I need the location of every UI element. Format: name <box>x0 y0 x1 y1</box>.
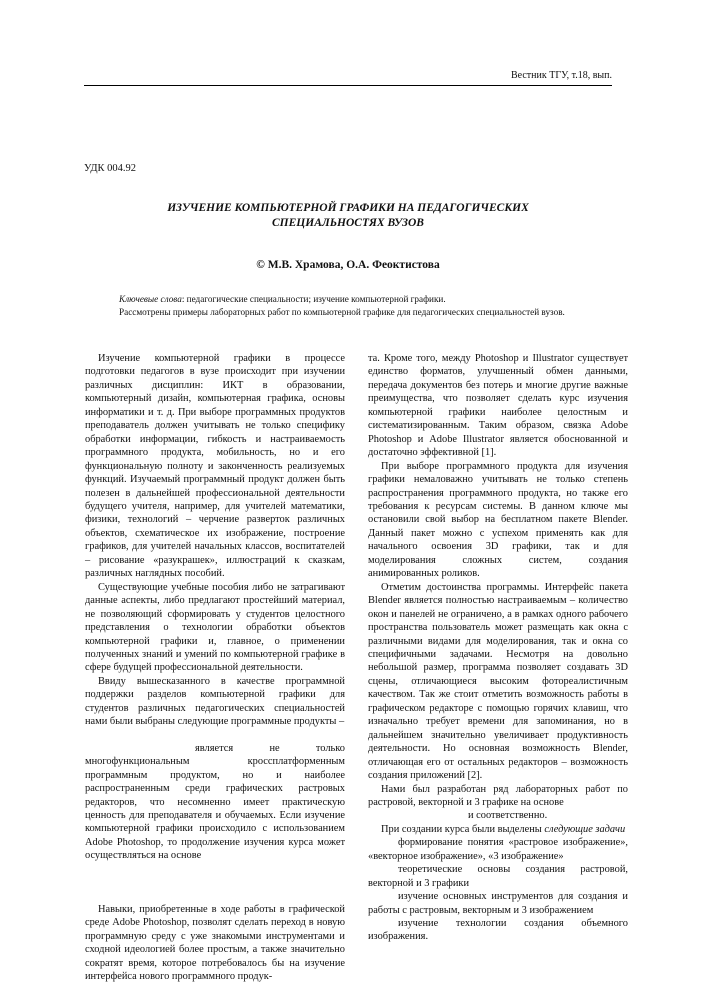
paragraph: является не только многофункциональным кроссплатформенным программным продуктом, но и наиболее распространенным среди графических растровых редакторов, что несомненно имеет практическую ценность для преподавателя и обучаемых. Если изучение компьютерной графики происходило с использованием Adobe Photoshop, то продолжение изучения курса может осуществляться на основе <box>85 742 345 862</box>
abstract-block <box>119 293 591 318</box>
paragraph: Существующие учебные пособия либо не затрагивают данные аспекты, либо предлагают простейший материал, не позволяющий сформировать у студентов целостного представления о технологии обработки объектов компьютерной графики и, главное, о применении полученных знаний и умений по компьютерной графике в сфере будущей профессиональной деятельности. <box>85 581 345 674</box>
paragraph: и соответственно. <box>468 810 548 822</box>
paragraph: Нами был разработан ряд лабораторных работ по растровой, векторной и 3 графике на основе <box>368 783 628 808</box>
paragraph: При выборе программного продукта для изучения графики немаловажно учитывать не только степень распространения программного продукта, но также его требования к ресурсам системы. В данном ключе мы остановили свой выбор на бесплатном пакете Blender. Данный пакет можно с успехом применять как для начального освоения 3D графики, так и для моделирования сложных систем, создания анимированных роликов. <box>368 460 628 580</box>
udc-code: УДК 004.92 <box>84 163 137 174</box>
task-item: теоретические основы создания растровой, векторной и 3 графики <box>368 864 628 889</box>
keywords-label: Ключевые слова <box>119 294 182 304</box>
header-rule <box>84 85 612 86</box>
task-item: изучение основных инструментов для создания и работы с растровым, векторным и 3 изображением <box>368 891 628 916</box>
right-column <box>368 352 628 944</box>
task-item: изучение технологии создания объемного изображения. <box>368 918 628 943</box>
article-title-line-1: ИЗУЧЕНИЕ КОМПЬЮТЕРНОЙ ГРАФИКИ НА ПЕДАГОГИЧЕСКИХ <box>167 202 529 214</box>
paragraph: Ввиду вышесказанного в качестве программной поддержки разделов компьютерной графики для студентов различных педагогических специальностей нами были выбраны следующие программные продукты – <box>85 675 345 728</box>
abstract-text: Рассмотрены примеры лабораторных работ по компьютерной графике для педагогических специальностей вузов. <box>119 306 565 317</box>
keywords-line <box>119 293 591 306</box>
keywords-text: : педагогические специальности; изучение компьютерной графики. <box>181 294 446 304</box>
tasks-intro <box>368 823 628 836</box>
tasks-emphasis: следующие задачи <box>544 823 626 835</box>
tasks-intro-text: При создании курса были выделены <box>381 823 542 835</box>
article-title-line-2: СПЕЦИАЛЬНОСТЯХ ВУЗОВ <box>272 217 424 229</box>
task-item: формирование понятия «растровое изображение», «векторное изображение», «3 изображение» <box>368 837 628 862</box>
paragraph: Навыки, приобретенные в ходе работы в графической среде Adobe Photoshop, позволят сделать переход в новую программную среду с уже знакомыми инструментами и сходной идеологией более простым, а также значительно сократят время, которое потребовалось бы на изучение интерфейса нового программного продук- <box>85 903 345 983</box>
paragraph: та. Кроме того, между Photoshop и Illustrator существует единство форматов, улучшенный обмен данными, передача документов без потерь и многие другие важные преимущества, что позволяет сделать курс изучения компьютерной графики наиболее целостным и систематизированным. Таким образом, связка Adobe Photoshop и Adobe Illustrator является обоснованной и достаточно эффективной [1]. <box>368 353 628 459</box>
article-authors: © М.В. Храмова, О.А. Феоктистова <box>256 259 440 271</box>
paragraph: Отметим достоинства программы. Интерфейс пакета Blender является полностью настраиваемым – количество окон и панелей не ограничено, а в рамках одного рабочего пространства пользователь может размещать как окна с различными видами для моделирования, так и окна со специфичными задачами. Несмотря на довольно небольшой размер, программа позволяет создавать 3D сцены, отличающиеся высоким фотореалистичным качеством. Так же стоит отметить возможность работы в графическом редакторе с помощью горячих клавиш, что изначально требует времени для запоминания, но в дальнейшем значительно увеличивает продуктивность деятельности. Но основная возможность Blender, отличающая его от остальных редакторов – возможность создания приложений [2]. <box>368 581 628 782</box>
article-title <box>84 201 612 231</box>
running-header: Вестник ТГУ, т.18, вып. <box>511 70 612 81</box>
left-column <box>85 352 345 983</box>
paragraph: Изучение компьютерной графики в процессе подготовки педагогов в вузе происходит при изучении различных дисциплин: ИКТ в образовании, компьютерный дизайн, компьютерная графика, основы информатики и т. д. При выборе программных продуктов преподаватель должен учитывать не только специфику обработки информации, гибкость и настраиваемость программного продукта, мобильность, но и его функциональную полноту и законченность реализуемых функций. Изучаемый программный продукт должен быть полезен в дальнейшей профессиональной деятельности будущего учителя, например, для учителей математики, физики, технологий – черчение разверток различных объектов, схематическое их изображение, построение графиков, для учителей начальных классов, воспитателей – рисование «разукрашек», иллюстраций к сказкам, различных наглядных пособий. <box>85 353 345 580</box>
